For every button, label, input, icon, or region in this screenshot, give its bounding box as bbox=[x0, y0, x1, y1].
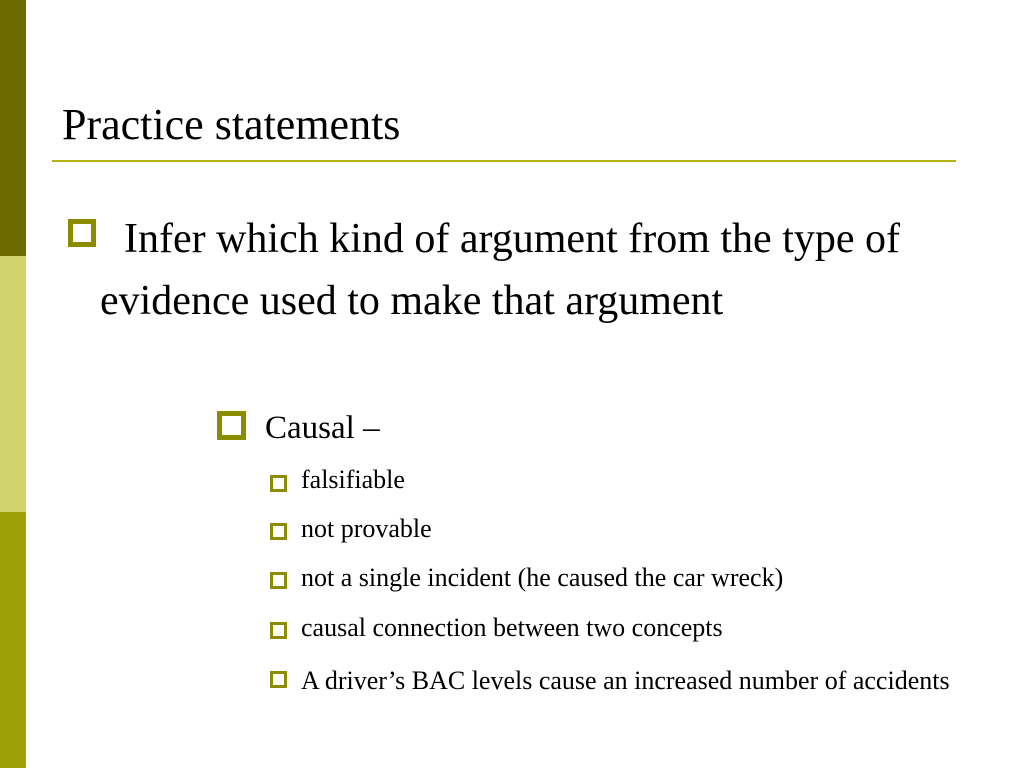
bullet-level3-text: not a single incident (he caused the car wreck) bbox=[301, 563, 784, 592]
square-bullet-icon bbox=[270, 572, 287, 589]
side-bar-top bbox=[0, 0, 26, 256]
bullet-level3-text: A driver’s BAC levels cause an increased number of accidents bbox=[301, 666, 950, 695]
bullet-level1-text: Infer which kind of argument from the type of evidence used to make that argument bbox=[100, 216, 900, 324]
side-bar-bottom bbox=[0, 512, 26, 768]
square-bullet-icon bbox=[270, 671, 287, 688]
slide-title: Practice statements bbox=[62, 100, 401, 149]
square-bullet-icon bbox=[217, 411, 246, 440]
side-bar-middle bbox=[0, 256, 26, 512]
square-bullet-icon bbox=[270, 523, 287, 540]
title-divider bbox=[52, 160, 956, 162]
bullet-level2-text: Causal – bbox=[265, 410, 380, 446]
bullet-level3-text: not provable bbox=[301, 514, 432, 543]
square-bullet-icon bbox=[270, 622, 287, 639]
bullet-level3-text: causal connection between two concepts bbox=[301, 613, 723, 642]
square-bullet-icon bbox=[68, 219, 96, 247]
square-bullet-icon bbox=[270, 475, 287, 492]
bullet-level3-text: falsifiable bbox=[301, 465, 405, 494]
